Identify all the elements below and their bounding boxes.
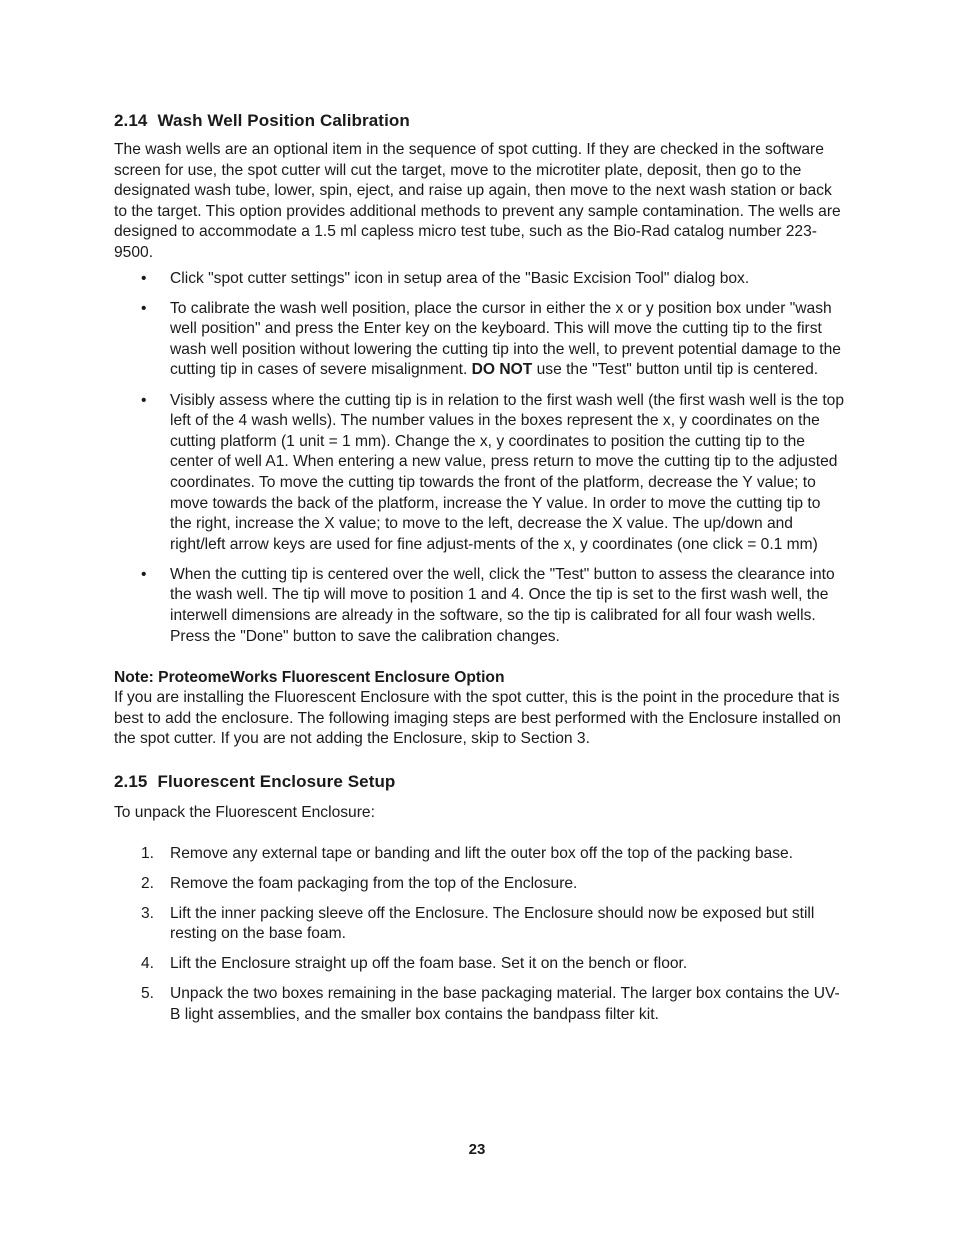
calibration-bullet-list [114, 269, 844, 648]
page-number: 23 [468, 1141, 486, 1158]
step-item [114, 874, 844, 895]
section-title: Fluorescent Enclosure Setup [157, 771, 396, 791]
step-text: Lift the inner packing sleeve off the Enclosure. The Enclosure should now be exposed but still resting on the base foam. [170, 904, 815, 943]
unpack-steps-list [114, 844, 844, 1026]
section-2-14-heading [114, 109, 844, 133]
step-item [114, 984, 844, 1025]
section-number: 2.14 [114, 111, 148, 130]
page-content [114, 109, 844, 1035]
do-not-emphasis: DO NOT [471, 361, 533, 379]
bullet-marker: • [141, 299, 147, 317]
step-number: 4. [141, 955, 155, 973]
step-item [114, 844, 844, 865]
step-text: Unpack the two boxes remaining in the base packaging material. The larger box contains the UV-B light assemblies, and the smaller box contains the bandpass filter kit. [170, 985, 840, 1023]
section-2-15-heading [114, 770, 844, 794]
step-item [114, 904, 844, 945]
bullet-item [114, 565, 844, 647]
section-title: Wash Well Position Calibration [157, 111, 410, 130]
bullet-marker: • [141, 565, 147, 583]
note-heading: Note: ProteomeWorks Fluorescent Enclosure Option [114, 669, 505, 687]
bullet-item [114, 391, 844, 556]
step-item [114, 954, 844, 975]
step-number: 1. [141, 844, 155, 862]
section-2-15-intro: To unpack the Fluorescent Enclosure: [114, 803, 375, 821]
section-number: 2.15 [114, 771, 148, 791]
bullet-text: Visibly assess where the cutting tip is in relation to the first wash well (the first wash well is the top left of the 4 wash wells). The number values in the boxes represent the x, y coordinates on the cutting platform (1 unit = 1 mm). Change the x, y coordinates to position the cutting tip to the center of well A1. When entering a new value, press return to move the cutting tip to the adjusted coordinates. To move the cutting tip towards the front of the platform, decrease the Y value; to move towards the back of the platform, increase the Y value. In order to move the cutting tip to the right, increase the X value; to move to the left, decrease the X value. The up/down and right/left arrow keys are used for fine adjust-ments of the x, y coordinates (one click = 0.1 mm) [170, 391, 845, 553]
bullet-text: To calibrate the wash well position, place the cursor in either the x or y position box under "wash well position" and press the Enter key on the keyboard. This will move the cutting tip to the first wash well position without lowering the cutting tip into the well, to prevent potential damage to the cutting tip in cases of severe misalignment. [170, 299, 841, 379]
step-number: 5. [141, 985, 155, 1003]
step-text: Remove any external tape or banding and lift the outer box off the top of the packing base. [170, 844, 794, 862]
bullet-marker: • [141, 269, 147, 287]
step-text: Lift the Enclosure straight up off the foam base. Set it on the bench or floor. [170, 955, 688, 973]
bullet-text: Click "spot cutter settings" icon in setup area of the "Basic Excision Tool" dialog box. [170, 269, 750, 287]
note-body: If you are installing the Fluorescent Enclosure with the spot cutter, this is the point in the procedure that is best to add the enclosure. The following imaging steps are best performed with the Enclosure installed on the spot cutter. If you are not adding the Enclosure, skip to Section 3. [114, 689, 841, 748]
step-number: 3. [141, 904, 155, 922]
bullet-text: When the cutting tip is centered over the well, click the "Test" button to assess the clearance into the wash well. The tip will move to position 1 and 4. Once the tip is set to the first wash well, the interwell dimensions are already in the software, so the tip is calibrated for all four wash wells. Press the "Done" button to save the calibration changes. [170, 565, 835, 645]
step-text: Remove the foam packaging from the top of the Enclosure. [170, 874, 578, 892]
bullet-text-continued: use the "Test" button until tip is centered. [532, 361, 819, 379]
bullet-item [114, 299, 844, 381]
bullet-item [114, 269, 844, 290]
bullet-marker: • [141, 391, 147, 409]
step-number: 2. [141, 874, 155, 892]
section-2-14-intro: The wash wells are an optional item in the sequence of spot cutting. If they are checked in the software screen for use, the spot cutter will cut the target, move to the microtiter plate, deposit, then go to the designated wash tube, lower, spin, eject, and raise up again, then move to the next wash station or back to the target. This option provides additional methods to prevent any sample contamination. The wells are designed to accommodate a 1.5 ml capless micro test tube, such as the Bio-Rad catalog number 223-9500. [114, 141, 841, 261]
